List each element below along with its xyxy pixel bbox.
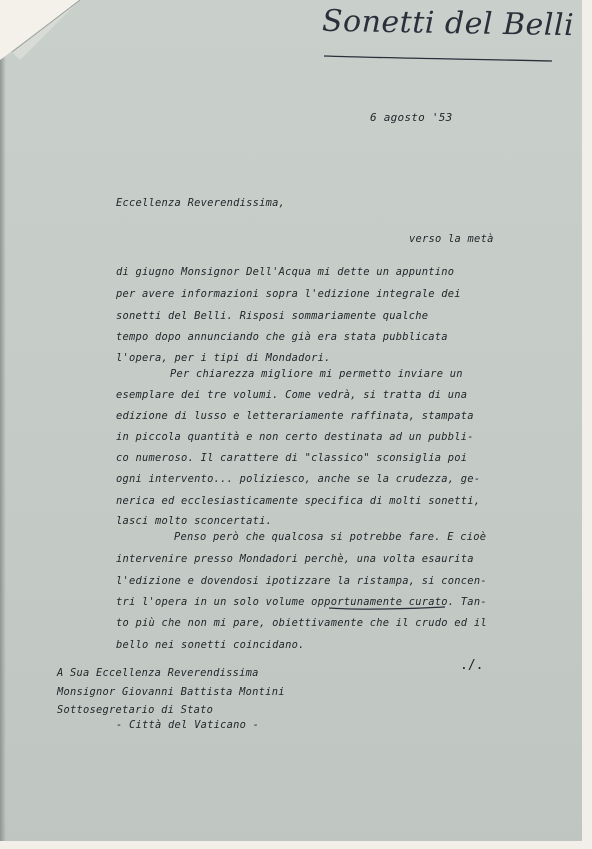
body-line: to più che non mi pare, obiettivamente che il crudo ed il — [116, 617, 487, 629]
body-line: co numeroso. Il carattere di "classico" sconsiglia poi — [116, 452, 468, 464]
continuation-mark: ./. — [460, 658, 484, 673]
body-line: Penso però che qualcosa si potrebbe fare. E cioè — [174, 531, 487, 543]
address-line: Monsignor Giovanni Battista Montini — [57, 686, 285, 698]
body-line: Per chiarezza migliore mi permetto inviare un — [170, 368, 463, 380]
page-right-margin — [582, 0, 592, 849]
folded-corner — [0, 0, 80, 60]
handwritten-title: Sonetti del Belli — [321, 3, 575, 44]
body-line: sonetti del Belli. Risposi sommariamente qualche — [116, 310, 429, 322]
body-line: ogni intervento... poliziesco, anche se la crudezza, ge- — [116, 473, 481, 485]
body-line: intervenire presso Mondadori perchè, una volta esaurita — [116, 553, 474, 565]
handwritten-underline — [322, 52, 554, 62]
body-line: esemplare dei tre volumi. Come vedrà, si tratta di una — [116, 389, 468, 401]
address-line: A Sua Eccellenza Reverendissima — [57, 667, 259, 679]
page-shadow-edge — [0, 0, 6, 849]
body-line: l'opera, per i tipi di Mondadori. — [116, 352, 331, 364]
body-line: verso la metà — [409, 233, 494, 245]
salutation: Eccellenza Reverendissima, — [116, 197, 286, 209]
page-bottom-margin — [0, 841, 592, 849]
body-line: nerica ed ecclesiasticamente specifica di molti sonetti, — [116, 495, 481, 507]
body-line: tri l'opera in un solo volume opportunamente curato. Tan- — [116, 596, 487, 608]
body-line: di giugno Monsignor Dell'Acqua mi dette un appuntino — [116, 266, 455, 278]
body-line: tempo dopo annunciando che già era stata pubblicata — [116, 331, 448, 343]
body-line: per avere informazioni sopra l'edizione integrale dei — [116, 288, 461, 300]
body-line: edizione di lusso e letterariamente raffinata, stampata — [116, 410, 474, 422]
address-line: Sottosegretario di Stato — [57, 704, 214, 716]
body-line: bello nei sonetti coincidano. — [116, 639, 305, 651]
handwritten-underline-opportunamente — [328, 605, 446, 613]
address-line: - Città del Vaticano - — [116, 719, 260, 731]
body-line: lasci molto sconcertati. — [116, 515, 273, 527]
letter-date: 6 agosto '53 — [370, 111, 453, 124]
body-line: in piccola quantità e non certo destinata ad un pubbli- — [116, 431, 474, 443]
body-line: l'edizione e dovendosi ipotizzare la ristampa, si concen- — [116, 575, 487, 587]
